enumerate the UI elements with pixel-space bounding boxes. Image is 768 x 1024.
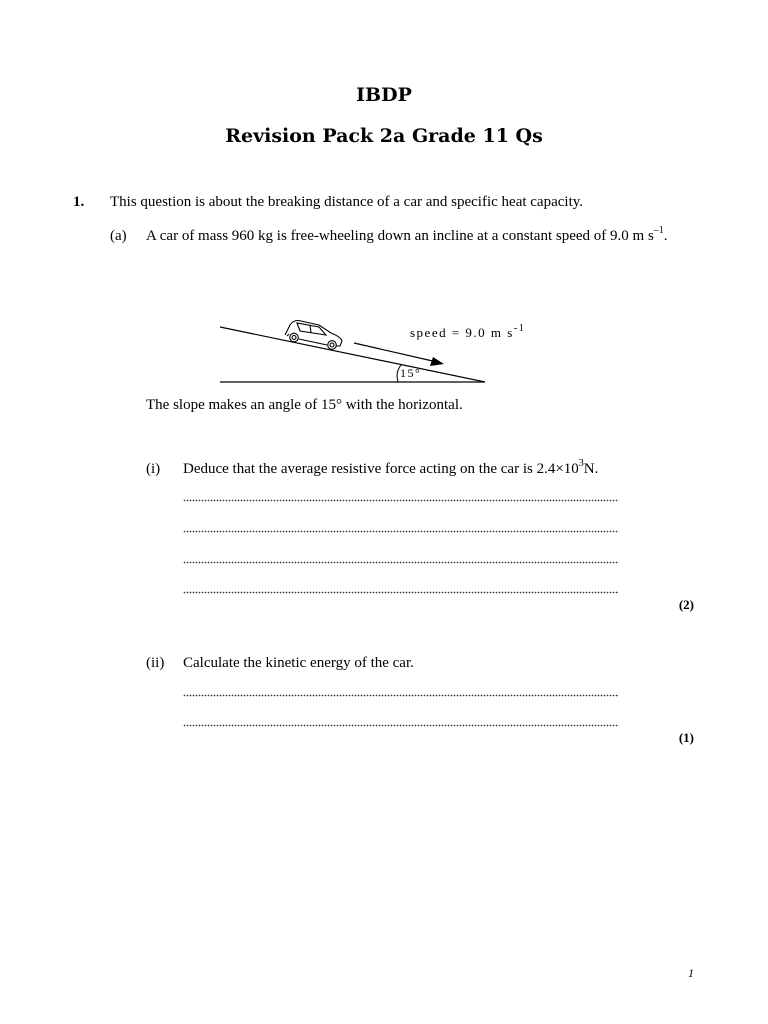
part-ii-label: (ii) (146, 655, 165, 671)
part-i-marks: (2) (678, 597, 694, 612)
slope-text: The slope makes an angle of 15° with the horizontal. (146, 397, 463, 413)
part-a-label: (a) (110, 228, 127, 244)
answer-line[interactable] (183, 561, 619, 564)
answer-line[interactable] (183, 530, 619, 533)
question-intro: This question is about the breaking distance of a car and specific heat capacity. (110, 194, 584, 210)
answer-line[interactable] (183, 499, 619, 502)
part-ii-text: Calculate the kinetic energy of the car. (183, 655, 414, 671)
speed-label: speed = 9.0 m $s^{-1}$ (410, 322, 526, 340)
part-ii-marks: (1) (678, 730, 694, 745)
part-a-text: A car of mass 960 kg is free-wheeling down an incline at a constant speed of 9.0 m $s^{-1}$. (146, 225, 668, 244)
speed-arrow-line (354, 343, 437, 362)
incline-diagram (215, 312, 515, 388)
page-number: 1 (688, 966, 694, 980)
speed-arrowhead (430, 357, 444, 366)
answer-line[interactable] (183, 724, 619, 727)
document-subtitle: Revision Pack 2a Grade 11 Qs (225, 125, 543, 147)
car-icon (285, 321, 342, 350)
part-i-label: (i) (146, 461, 161, 477)
answer-line[interactable] (183, 591, 619, 594)
angle-label: 15° (400, 366, 422, 380)
answer-line[interactable] (183, 694, 619, 697)
question-number: 1. (73, 194, 85, 210)
document-title: IBDP (356, 84, 412, 106)
part-i-text: Deduce that the average resistive force acting on the car is $2.4\times 10^3N$. (183, 458, 599, 477)
